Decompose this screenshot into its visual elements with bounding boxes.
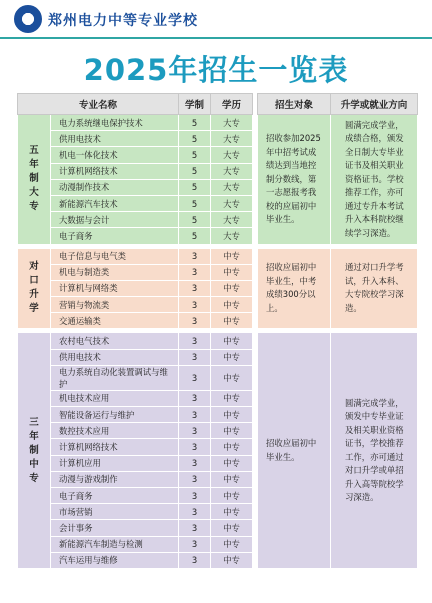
degree-cell: 中专 <box>211 333 253 349</box>
degree-cell: 中专 <box>211 248 253 264</box>
major-name: 动漫与游戏制作 <box>51 471 179 487</box>
major-name: 市场营销 <box>51 504 179 520</box>
years-cell: 3 <box>179 504 211 520</box>
major-name: 计算机网络技术 <box>51 163 179 179</box>
degree-cell: 大专 <box>211 147 253 163</box>
major-name: 动漫制作技术 <box>51 179 179 195</box>
major-name: 供用电技术 <box>51 349 179 365</box>
years-cell: 3 <box>179 313 211 329</box>
degree-cell: 中专 <box>211 504 253 520</box>
direction-cell: 通过对口升学考试，升入本科、大专院校学习深造。 <box>331 248 418 329</box>
major-name: 机电一体化技术 <box>51 147 179 163</box>
major-name: 交通运输类 <box>51 313 179 329</box>
degree-cell: 大专 <box>211 228 253 244</box>
major-name: 计算机网络技术 <box>51 439 179 455</box>
degree-cell: 大专 <box>211 163 253 179</box>
major-name: 电子商务 <box>51 487 179 503</box>
years-cell: 5 <box>179 131 211 147</box>
table-row <box>18 115 418 131</box>
category-text: 五年制大专 <box>29 145 39 213</box>
years-cell: 5 <box>179 212 211 228</box>
table-row <box>18 248 418 264</box>
degree-cell: 中专 <box>211 280 253 296</box>
degree-cell: 中专 <box>211 536 253 552</box>
degree-cell: 中专 <box>211 552 253 568</box>
degree-cell: 中专 <box>211 390 253 406</box>
years-cell: 3 <box>179 439 211 455</box>
major-name: 机电技术应用 <box>51 390 179 406</box>
degree-cell: 中专 <box>211 297 253 313</box>
major-name: 计算机与网络类 <box>51 280 179 296</box>
major-name: 计算机应用 <box>51 455 179 471</box>
years-cell: 3 <box>179 455 211 471</box>
page-title: 2025年招生一览表 <box>83 53 349 87</box>
years-cell: 5 <box>179 147 211 163</box>
major-name: 供用电技术 <box>51 131 179 147</box>
enrollment-table <box>17 93 418 569</box>
degree-cell: 大专 <box>211 115 253 131</box>
major-name: 营销与物流类 <box>51 297 179 313</box>
top-bar <box>0 0 432 40</box>
major-name: 汽车运用与维修 <box>51 552 179 568</box>
col-header-direction: 升学或就业方向 <box>331 94 418 115</box>
target-cell: 招收参加2025年中招考试成绩达到当地控制分数线，第一志愿报考我校的应届初中毕业生。 <box>258 115 331 245</box>
years-cell: 3 <box>179 365 211 390</box>
degree-cell: 中专 <box>211 471 253 487</box>
degree-cell: 大专 <box>211 212 253 228</box>
category-text: 三年制中专 <box>29 416 39 484</box>
major-name: 数控技术应用 <box>51 423 179 439</box>
major-name: 新能源汽车技术 <box>51 195 179 211</box>
col-header-degree: 学历 <box>211 94 253 115</box>
category-label <box>18 333 51 568</box>
target-cell: 招收应届初中毕业生，中考成绩300分以上。 <box>258 248 331 329</box>
major-name: 机电与制造类 <box>51 264 179 280</box>
category-text: 对口升学 <box>29 261 39 315</box>
major-name: 新能源汽车制造与检测 <box>51 536 179 552</box>
years-cell: 3 <box>179 333 211 349</box>
direction-cell: 圆满完成学业，成绩合格，颁发全日制大专毕业证书及相关职业资格证书。学校推荐工作，亦可通过专升本考试升入本科院校继续学习深造。 <box>331 115 418 245</box>
years-cell: 3 <box>179 349 211 365</box>
years-cell: 3 <box>179 520 211 536</box>
years-cell: 3 <box>179 248 211 264</box>
years-cell: 3 <box>179 471 211 487</box>
years-cell: 3 <box>179 536 211 552</box>
years-cell: 3 <box>179 487 211 503</box>
degree-cell: 中专 <box>211 349 253 365</box>
major-name: 会计事务 <box>51 520 179 536</box>
major-name: 电子信息与电气类 <box>51 248 179 264</box>
degree-cell: 大专 <box>211 131 253 147</box>
degree-cell: 中专 <box>211 264 253 280</box>
major-name: 电力系统自动化装置调试与维护 <box>51 365 179 390</box>
degree-cell: 中专 <box>211 487 253 503</box>
years-cell: 3 <box>179 407 211 423</box>
years-cell: 3 <box>179 264 211 280</box>
school-name: 郑州电力中等专业学校 <box>48 13 198 29</box>
major-name: 电力系统继电保护技术 <box>51 115 179 131</box>
col-header-major: 专业名称 <box>18 94 179 115</box>
major-name: 农村电气技术 <box>51 333 179 349</box>
major-name: 电子商务 <box>51 228 179 244</box>
degree-cell: 中专 <box>211 455 253 471</box>
school-logo-icon <box>14 5 42 33</box>
years-cell: 5 <box>179 115 211 131</box>
degree-cell: 中专 <box>211 439 253 455</box>
degree-cell: 大专 <box>211 179 253 195</box>
years-cell: 3 <box>179 390 211 406</box>
major-name: 智能设备运行与维护 <box>51 407 179 423</box>
years-cell: 5 <box>179 179 211 195</box>
degree-cell: 大专 <box>211 195 253 211</box>
years-cell: 3 <box>179 297 211 313</box>
years-cell: 5 <box>179 228 211 244</box>
category-label <box>18 248 51 329</box>
divider <box>0 37 432 39</box>
category-label <box>18 115 51 245</box>
target-cell: 招收应届初中毕业生。 <box>258 333 331 568</box>
degree-cell: 中专 <box>211 423 253 439</box>
major-name: 大数据与会计 <box>51 212 179 228</box>
years-cell: 3 <box>179 280 211 296</box>
years-cell: 5 <box>179 163 211 179</box>
col-header-years: 学制 <box>179 94 211 115</box>
degree-cell: 中专 <box>211 365 253 390</box>
table-header-row <box>18 94 418 115</box>
col-header-target: 招生对象 <box>258 94 331 115</box>
direction-cell: 圆满完成学业，颁发中专毕业证及相关职业资格证书，学校推荐工作，亦可通过对口升学或单招升入高等院校学习深造。 <box>331 333 418 568</box>
table-body <box>18 115 418 569</box>
degree-cell: 中专 <box>211 313 253 329</box>
table-row <box>18 333 418 349</box>
years-cell: 5 <box>179 195 211 211</box>
degree-cell: 中专 <box>211 520 253 536</box>
years-cell: 3 <box>179 552 211 568</box>
years-cell: 3 <box>179 423 211 439</box>
degree-cell: 中专 <box>211 407 253 423</box>
